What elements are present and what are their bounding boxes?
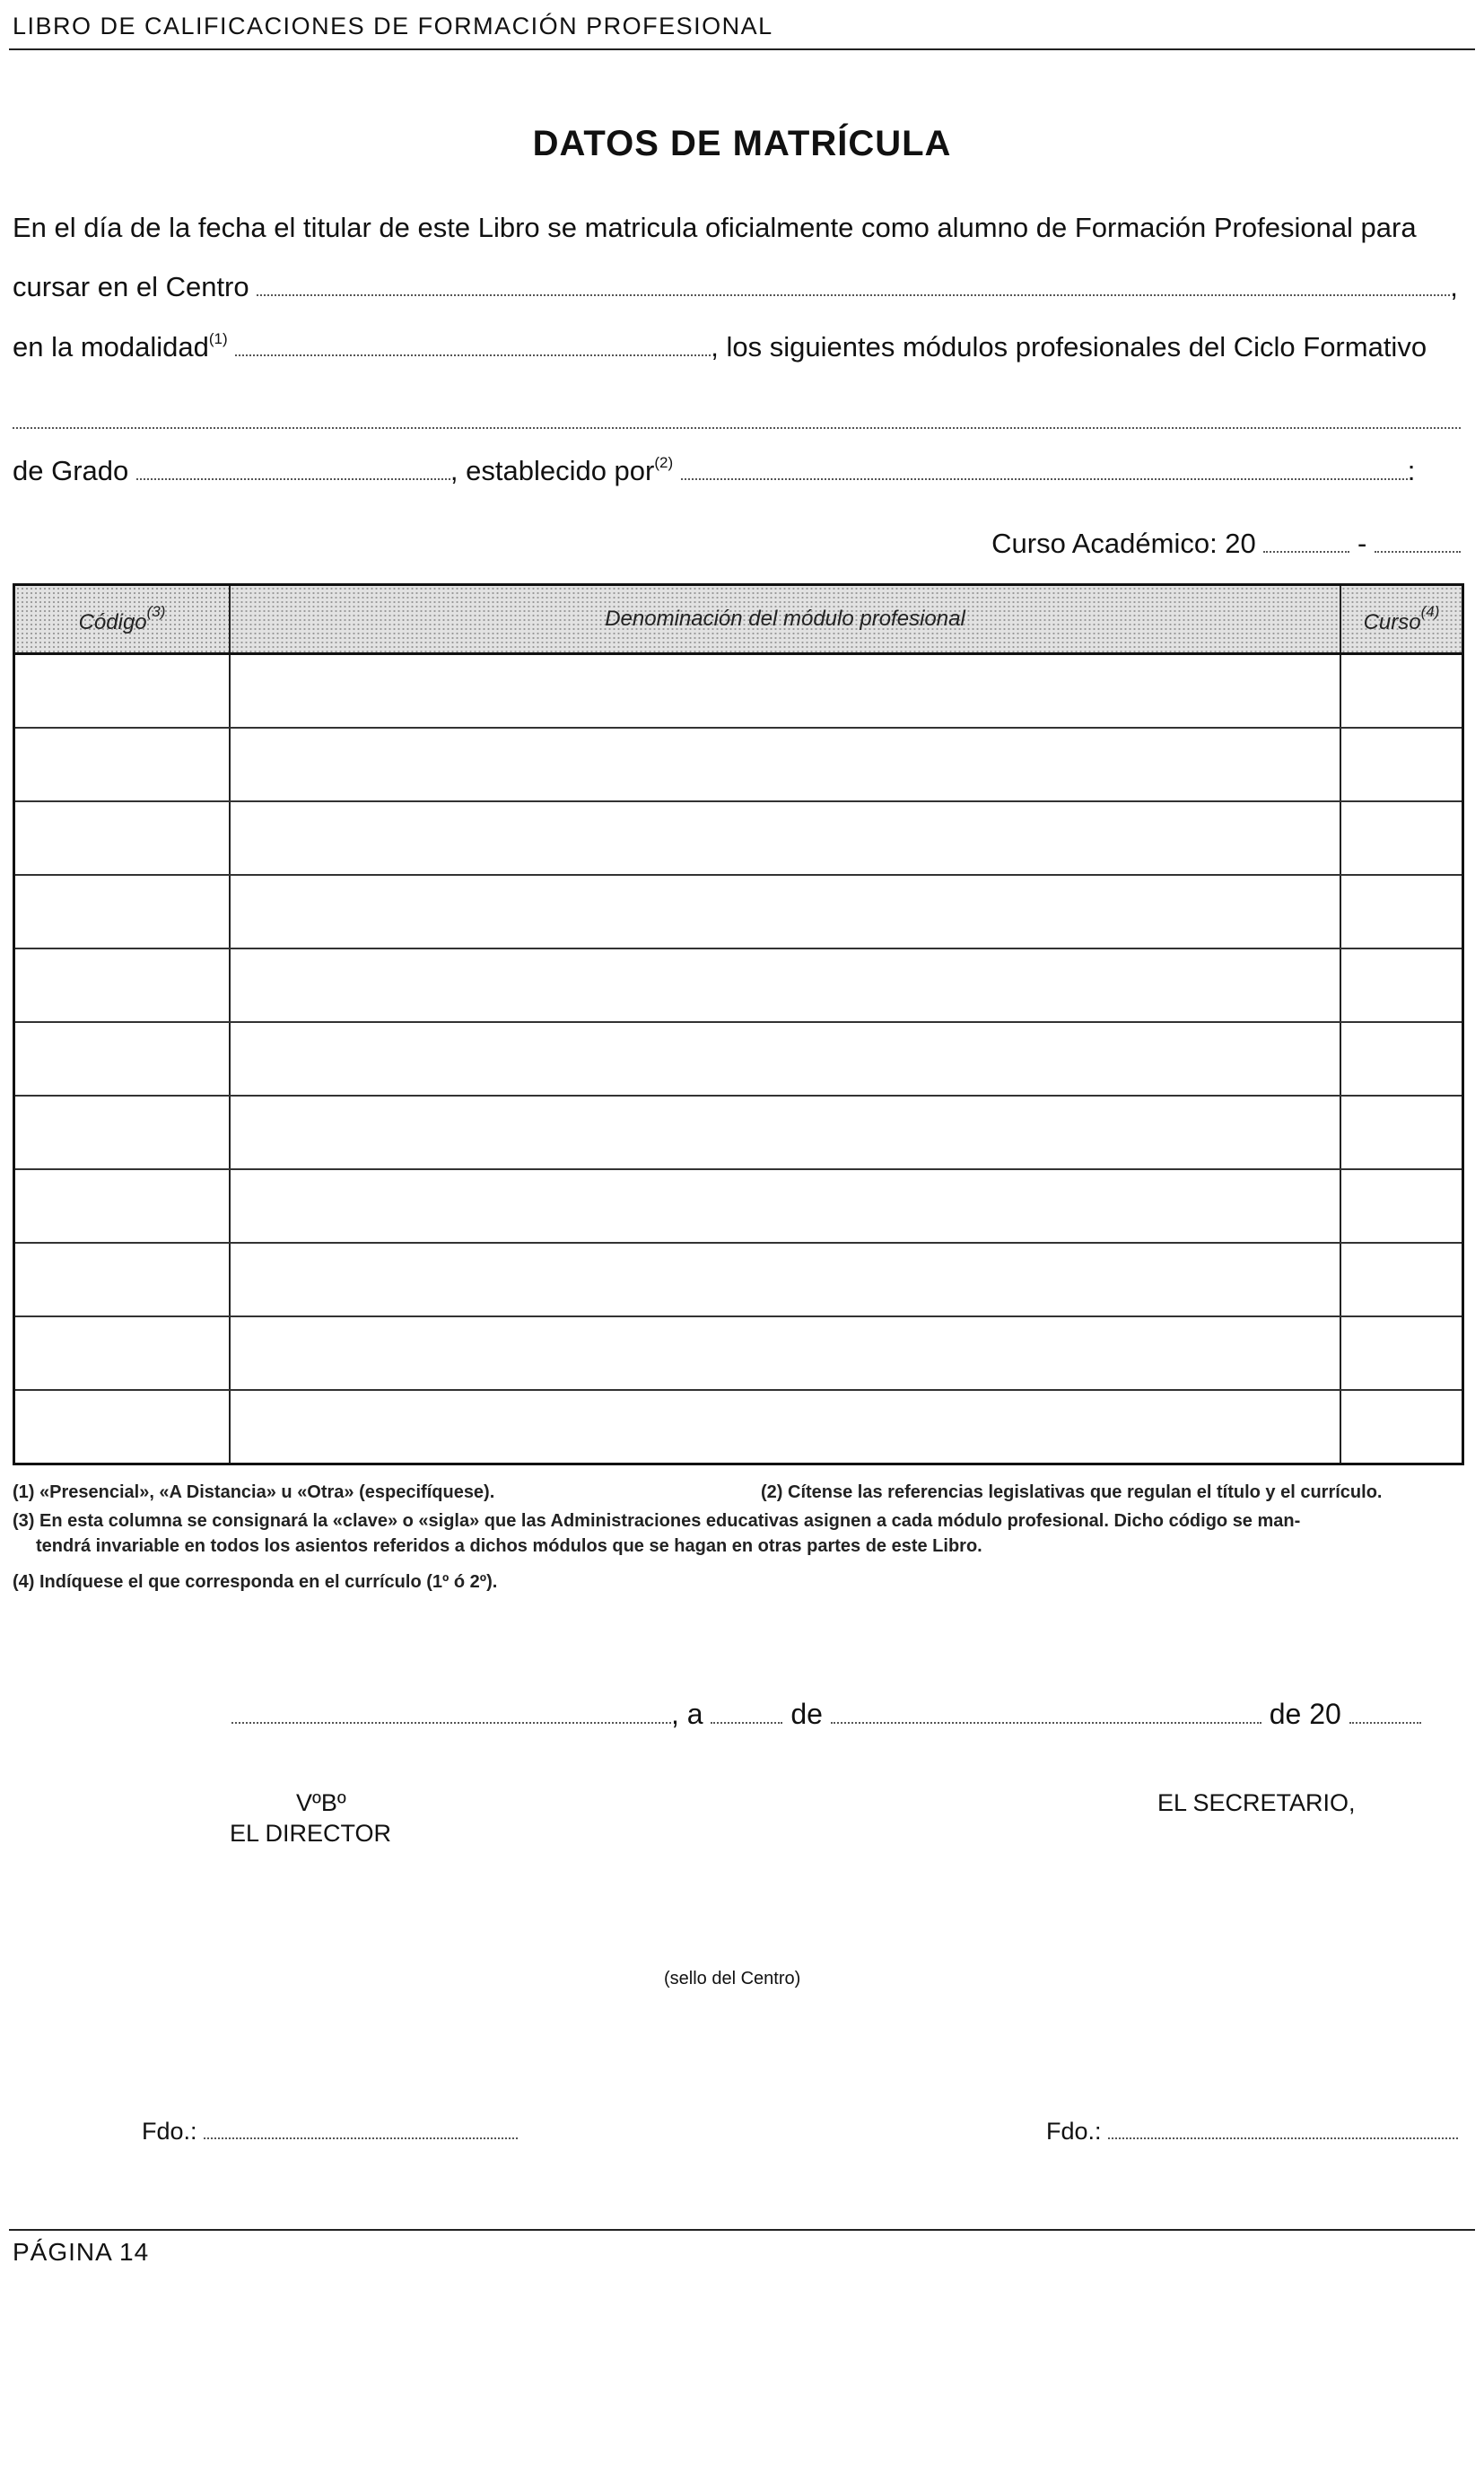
page-number: PÁGINA 14 <box>13 2238 150 2266</box>
codigo-cell[interactable] <box>14 1022 231 1096</box>
intro-line-5: de Grado , establecido por$^{(2)}$ : <box>13 454 1416 486</box>
denominacion-cell[interactable] <box>230 728 1340 801</box>
curso-year-2-field[interactable] <box>1375 546 1461 553</box>
document-header: LIBRO DE CALIFICACIONES DE FORMACIÓN PROFESIONAL <box>13 13 773 39</box>
intro-line-3: en la modalidad$^{(1)}$ , los siguientes módulos profesionales del Ciclo Formativo <box>13 330 1427 363</box>
col-header-curso: Curso$^{(4)}$ <box>1340 585 1463 654</box>
place-field[interactable] <box>231 1717 671 1724</box>
denominacion-cell[interactable] <box>230 1243 1340 1316</box>
table-row <box>14 1022 1463 1096</box>
curso-cell[interactable] <box>1340 1316 1463 1390</box>
footnote-3: (3) En esta columna se consignará la «clave» o «sigla» que las Administraciones educativas asignen a cada módulo profesional. Dicho código se man- <box>13 1511 1301 1531</box>
modulos-table <box>13 583 1464 1465</box>
grado-field[interactable] <box>136 473 450 480</box>
table-row <box>14 948 1463 1022</box>
denominacion-cell[interactable] <box>230 1316 1340 1390</box>
curso-cell[interactable] <box>1340 1169 1463 1243</box>
denominacion-cell[interactable] <box>230 654 1340 729</box>
curso-cell[interactable] <box>1340 1243 1463 1316</box>
establecido-field[interactable] <box>681 473 1408 480</box>
denominacion-cell[interactable] <box>230 948 1340 1022</box>
table-row <box>14 1243 1463 1316</box>
intro-line-2: cursar en el Centro , <box>13 271 1458 302</box>
month-field[interactable] <box>831 1717 1261 1724</box>
curso-cell[interactable] <box>1340 1022 1463 1096</box>
centro-field[interactable] <box>257 289 1450 296</box>
footnote-3-cont: tendrá invariable en todos los asientos referidos a dichos módulos que se hagan en otras partes de este Libro. <box>36 1536 982 1556</box>
curso-year-1-field[interactable] <box>1263 546 1349 553</box>
denominacion-cell[interactable] <box>230 875 1340 948</box>
intro-line-1: En el día de la fecha el titular de este Libro se matricula oficialmente como alumno de Formación Profesional para <box>13 212 1417 243</box>
fdo-director: Fdo.: <box>142 2118 518 2146</box>
modalidad-label: en la modalidad <box>13 331 209 363</box>
codigo-cell[interactable] <box>14 948 231 1022</box>
curso-cell[interactable] <box>1340 875 1463 948</box>
codigo-cell[interactable] <box>14 654 231 729</box>
table-row <box>14 1096 1463 1169</box>
grado-label: de Grado <box>13 455 129 486</box>
vobo-label: VºBº <box>296 1789 346 1816</box>
page-title: DATOS DE MATRÍCULA <box>532 124 952 163</box>
codigo-cell[interactable] <box>14 801 231 875</box>
table-row <box>14 875 1463 948</box>
table-row <box>14 801 1463 875</box>
curso-academico: Curso Académico: 20 - <box>991 528 1461 560</box>
secretario-name-field[interactable] <box>1108 2132 1458 2139</box>
codigo-cell[interactable] <box>14 1169 231 1243</box>
date-line: , a de de 20 <box>231 1698 1421 1731</box>
curso-cell[interactable] <box>1340 1390 1463 1464</box>
fdo-secretario: Fdo.: <box>1046 2118 1458 2146</box>
codigo-cell[interactable] <box>14 728 231 801</box>
sello-label: (sello del Centro) <box>664 1969 801 1988</box>
director-name-field[interactable] <box>204 2132 518 2139</box>
col-header-codigo: Código$^{(3)}$ <box>14 585 231 654</box>
denominacion-cell[interactable] <box>230 1390 1340 1464</box>
establecido-label: , establecido por <box>450 455 655 486</box>
table-row <box>14 1169 1463 1243</box>
table-row <box>14 1390 1463 1464</box>
denominacion-cell[interactable] <box>230 801 1340 875</box>
header-rule <box>9 48 1475 50</box>
footnote-4: (4) Indíquese el que corresponda en el currículo (1º ó 2º). <box>13 1572 498 1592</box>
curso-cell[interactable] <box>1340 948 1463 1022</box>
centro-label: cursar en el Centro <box>13 271 249 302</box>
codigo-cell[interactable] <box>14 1390 231 1464</box>
year-field[interactable] <box>1349 1717 1421 1724</box>
intro-line-4 <box>13 404 1461 436</box>
table-row <box>14 728 1463 801</box>
denominacion-cell[interactable] <box>230 1096 1340 1169</box>
table-row <box>14 654 1463 729</box>
curso-cell[interactable] <box>1340 654 1463 729</box>
codigo-cell[interactable] <box>14 1243 231 1316</box>
col-header-denominacion: Denominación del módulo profesional <box>230 585 1340 654</box>
curso-academico-label: Curso Académico: 20 <box>991 528 1256 559</box>
curso-cell[interactable] <box>1340 728 1463 801</box>
day-field[interactable] <box>711 1717 782 1724</box>
table-row <box>14 1316 1463 1390</box>
codigo-cell[interactable] <box>14 1316 231 1390</box>
footer-rule <box>9 2229 1475 2231</box>
footnote-2: (2) Cítense las referencias legislativas que regulan el título y el currículo. <box>761 1482 1383 1502</box>
director-label: EL DIRECTOR <box>230 1820 392 1847</box>
denominacion-cell[interactable] <box>230 1022 1340 1096</box>
modulos-text: , los siguientes módulos profesionales del Ciclo Formativo <box>711 331 1427 363</box>
footnote-1: (1) «Presencial», «A Distancia» u «Otra» (especifíquese). <box>13 1482 495 1502</box>
curso-cell[interactable] <box>1340 801 1463 875</box>
ciclo-formativo-field[interactable] <box>13 422 1461 429</box>
denominacion-cell[interactable] <box>230 1169 1340 1243</box>
codigo-cell[interactable] <box>14 1096 231 1169</box>
codigo-cell[interactable] <box>14 875 231 948</box>
secretario-label: EL SECRETARIO, <box>1157 1789 1356 1816</box>
modalidad-field[interactable] <box>235 349 711 356</box>
curso-cell[interactable] <box>1340 1096 1463 1169</box>
